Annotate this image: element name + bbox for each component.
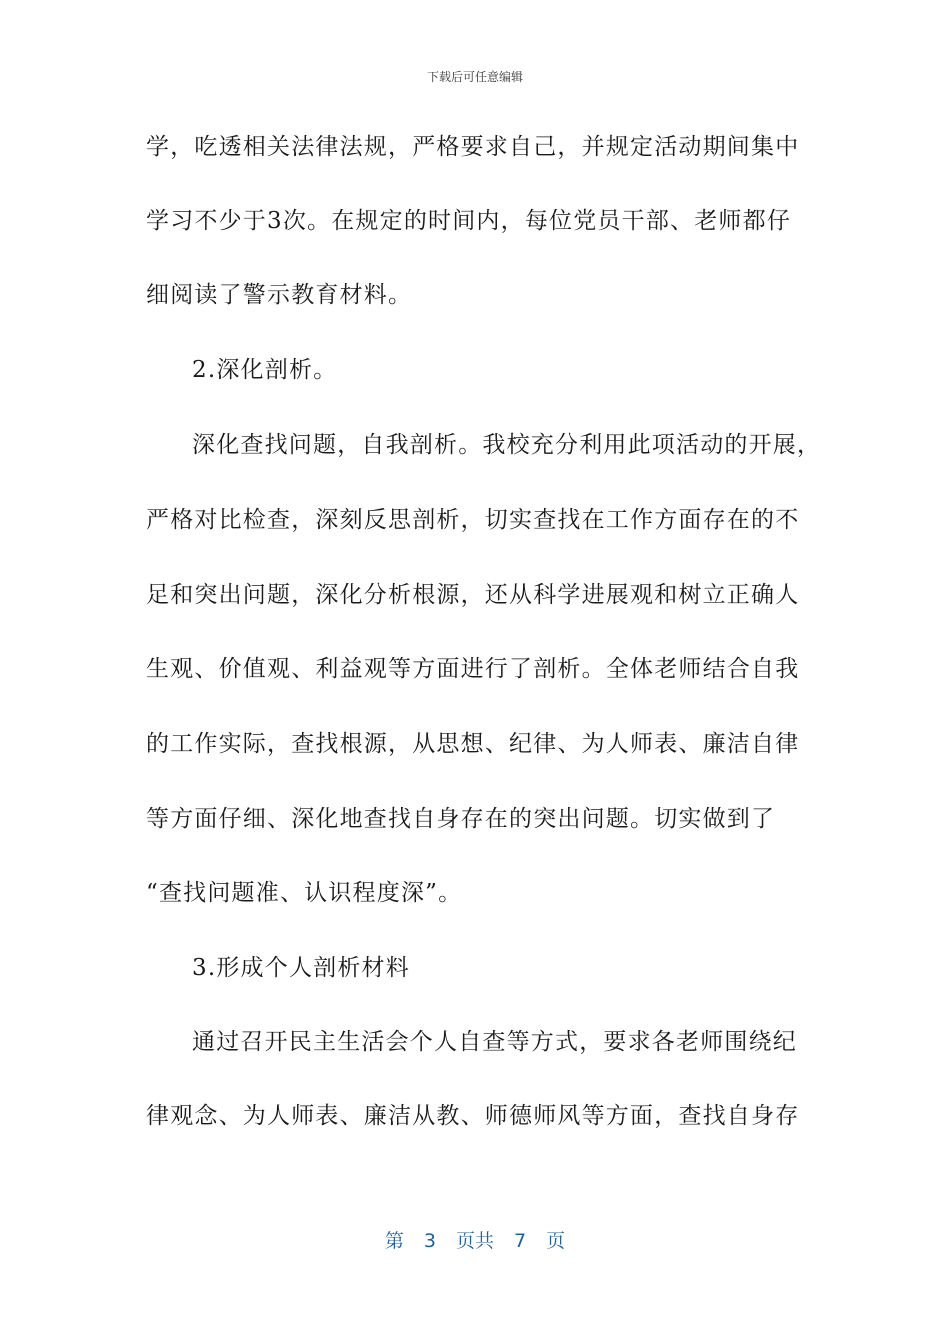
section-heading: 2.深化剖析。 xyxy=(192,357,338,383)
page-number: 第 3 页共 7 页 xyxy=(384,1230,566,1252)
paragraph-line: 的工作实际，查找根源，从思想、纪律、为人师表、廉洁自律 xyxy=(146,731,800,757)
paragraph-line: 严格对比检查，深刻反思剖析，切实查找在工作方面存在的不 xyxy=(146,507,800,533)
header-note: 下载后可任意编辑 xyxy=(426,70,523,84)
section-heading: 3.形成个人剖析材料 xyxy=(192,955,410,981)
paragraph-line: 深化查找问题，自我剖析。我校充分利用此项活动的开展， xyxy=(192,432,822,458)
paragraph-line: 细阅读了警示教育材料。 xyxy=(146,282,413,308)
paragraph-line: 生观、价值观、利益观等方面进行了剖析。全体老师结合自我 xyxy=(146,656,800,682)
paragraph-line: 等方面仔细、深化地查找自身存在的突出问题。切实做到了 xyxy=(146,806,776,832)
paragraph-line: 律观念、为人师表、廉洁从教、师德师风等方面，查找自身存 xyxy=(146,1103,800,1129)
paragraph-line: 学习不少于3次。在规定的时间内，每位党员干部、老师都仔 xyxy=(146,208,792,234)
paragraph-line: 通过召开民主生活会个人自查等方式，要求各老师围绕纪 xyxy=(192,1029,797,1055)
paragraph-line: 足和突出问题，深化分析根源，还从科学进展观和树立正确人 xyxy=(146,582,800,608)
paragraph-line: “查找问题准、认识程度深”。 xyxy=(146,880,463,906)
paragraph-line: 学，吃透相关法律法规，严格要求自己，并规定活动期间集中 xyxy=(146,134,800,160)
